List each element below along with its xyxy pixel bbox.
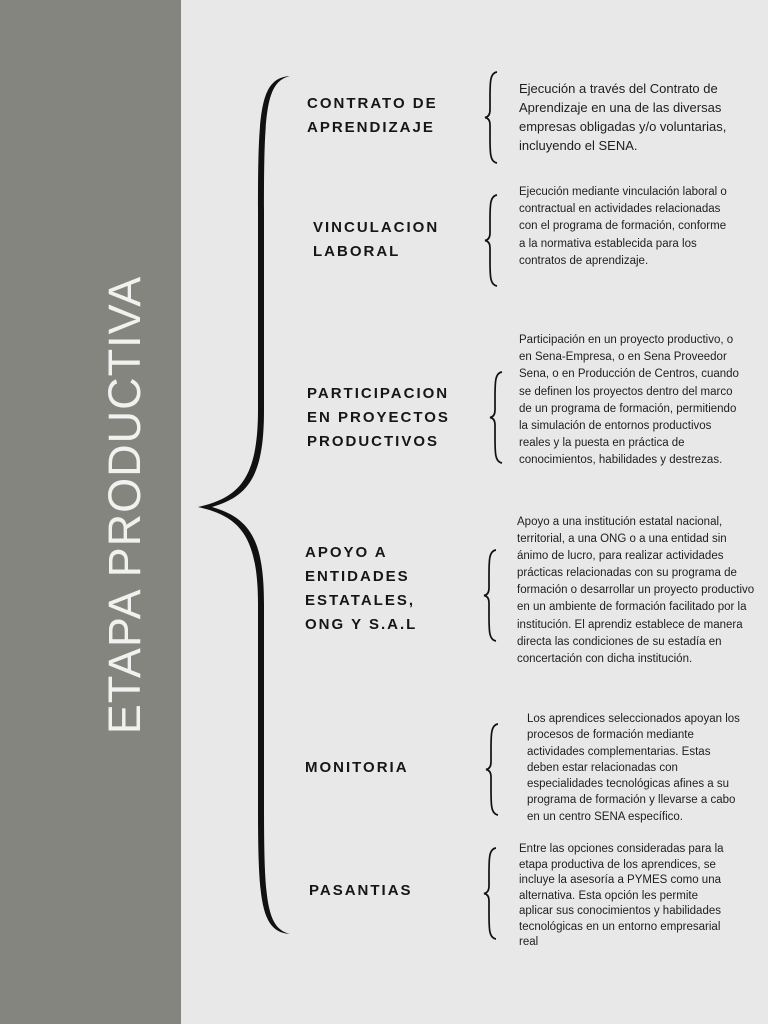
small-brace-apoyo: [482, 548, 502, 643]
main-brace: [190, 70, 300, 940]
small-brace-contrato: [483, 70, 503, 165]
main-title: ETAPA PRODUCTIVA: [99, 275, 150, 735]
item-description-pasantias: Entre las opciones consideradas para la etapa productiva de los aprendices, se incluye la asesoría a PYMES como una alternativa. Esta opción les permite aplicar sus conocimientos y habilidades tecnológicas en un entorno empresarial real: [519, 843, 724, 948]
item-description-participacion: Participación en un proyecto productivo, o en Sena-Empresa, o en Sena Proveedor Sena, o en Producción de Centros, cuando se definen los proyectos dentro del marco de un programa de formación, permitiendo la simulación de entornos productivos reales y la puesta en práctica de conocimientos, habilidades y destrezas.: [519, 334, 739, 467]
small-brace-vinculacion: [483, 193, 503, 288]
small-brace-monitoria: [484, 722, 504, 817]
item-title-monitoria: MONITORIA: [305, 759, 409, 776]
item-description-contrato: Ejecución a través del Contrato de Aprendizaje en una de las diversas empresas obligadas y/o voluntarias, incluyendo el SENA.: [519, 81, 727, 153]
item-description-vinculacion: Ejecución mediante vinculación laboral o contractual en actividades relacionadas con el programa de formación, conforme a la normativa establecida para los contratos de aprendizaje.: [519, 186, 727, 267]
small-brace-participacion: [488, 370, 508, 465]
sidebar-panel: [0, 0, 181, 1024]
item-title-contrato: CONTRATO DE APRENDIZAJE: [307, 95, 438, 136]
item-title-vinculacion: VINCULACION LABORAL: [313, 219, 440, 260]
item-description-apoyo: Apoyo a una institución estatal nacional, territorial, a una ONG o a una entidad sin ánimo de lucro, para realizar actividades prácticas relacionadas con su programa de formación o desarrollar un proyecto productivo en un ambiente de formación facilitado por la institución. El aprendiz establece de manera directa las condiciones de su estadía en concertación con dicha institución.: [517, 516, 755, 665]
item-title-pasantias: PASANTIAS: [309, 882, 413, 899]
item-title-apoyo: APOYO A ENTIDADES ESTATALES, ONG Y S.A.L: [305, 544, 418, 633]
item-description-monitoria: Los aprendices seleccionados apoyan los procesos de formación mediante actividades complementarias. Estas deben estar relacionadas con especialidades tecnológicas afines a su programa de formación y llevarse a cabo en un centro SENA específico.: [527, 713, 740, 823]
item-title-participacion: PARTICIPACION EN PROYECTOS PRODUCTIVOS: [307, 385, 450, 450]
small-brace-pasantias: [482, 846, 502, 941]
